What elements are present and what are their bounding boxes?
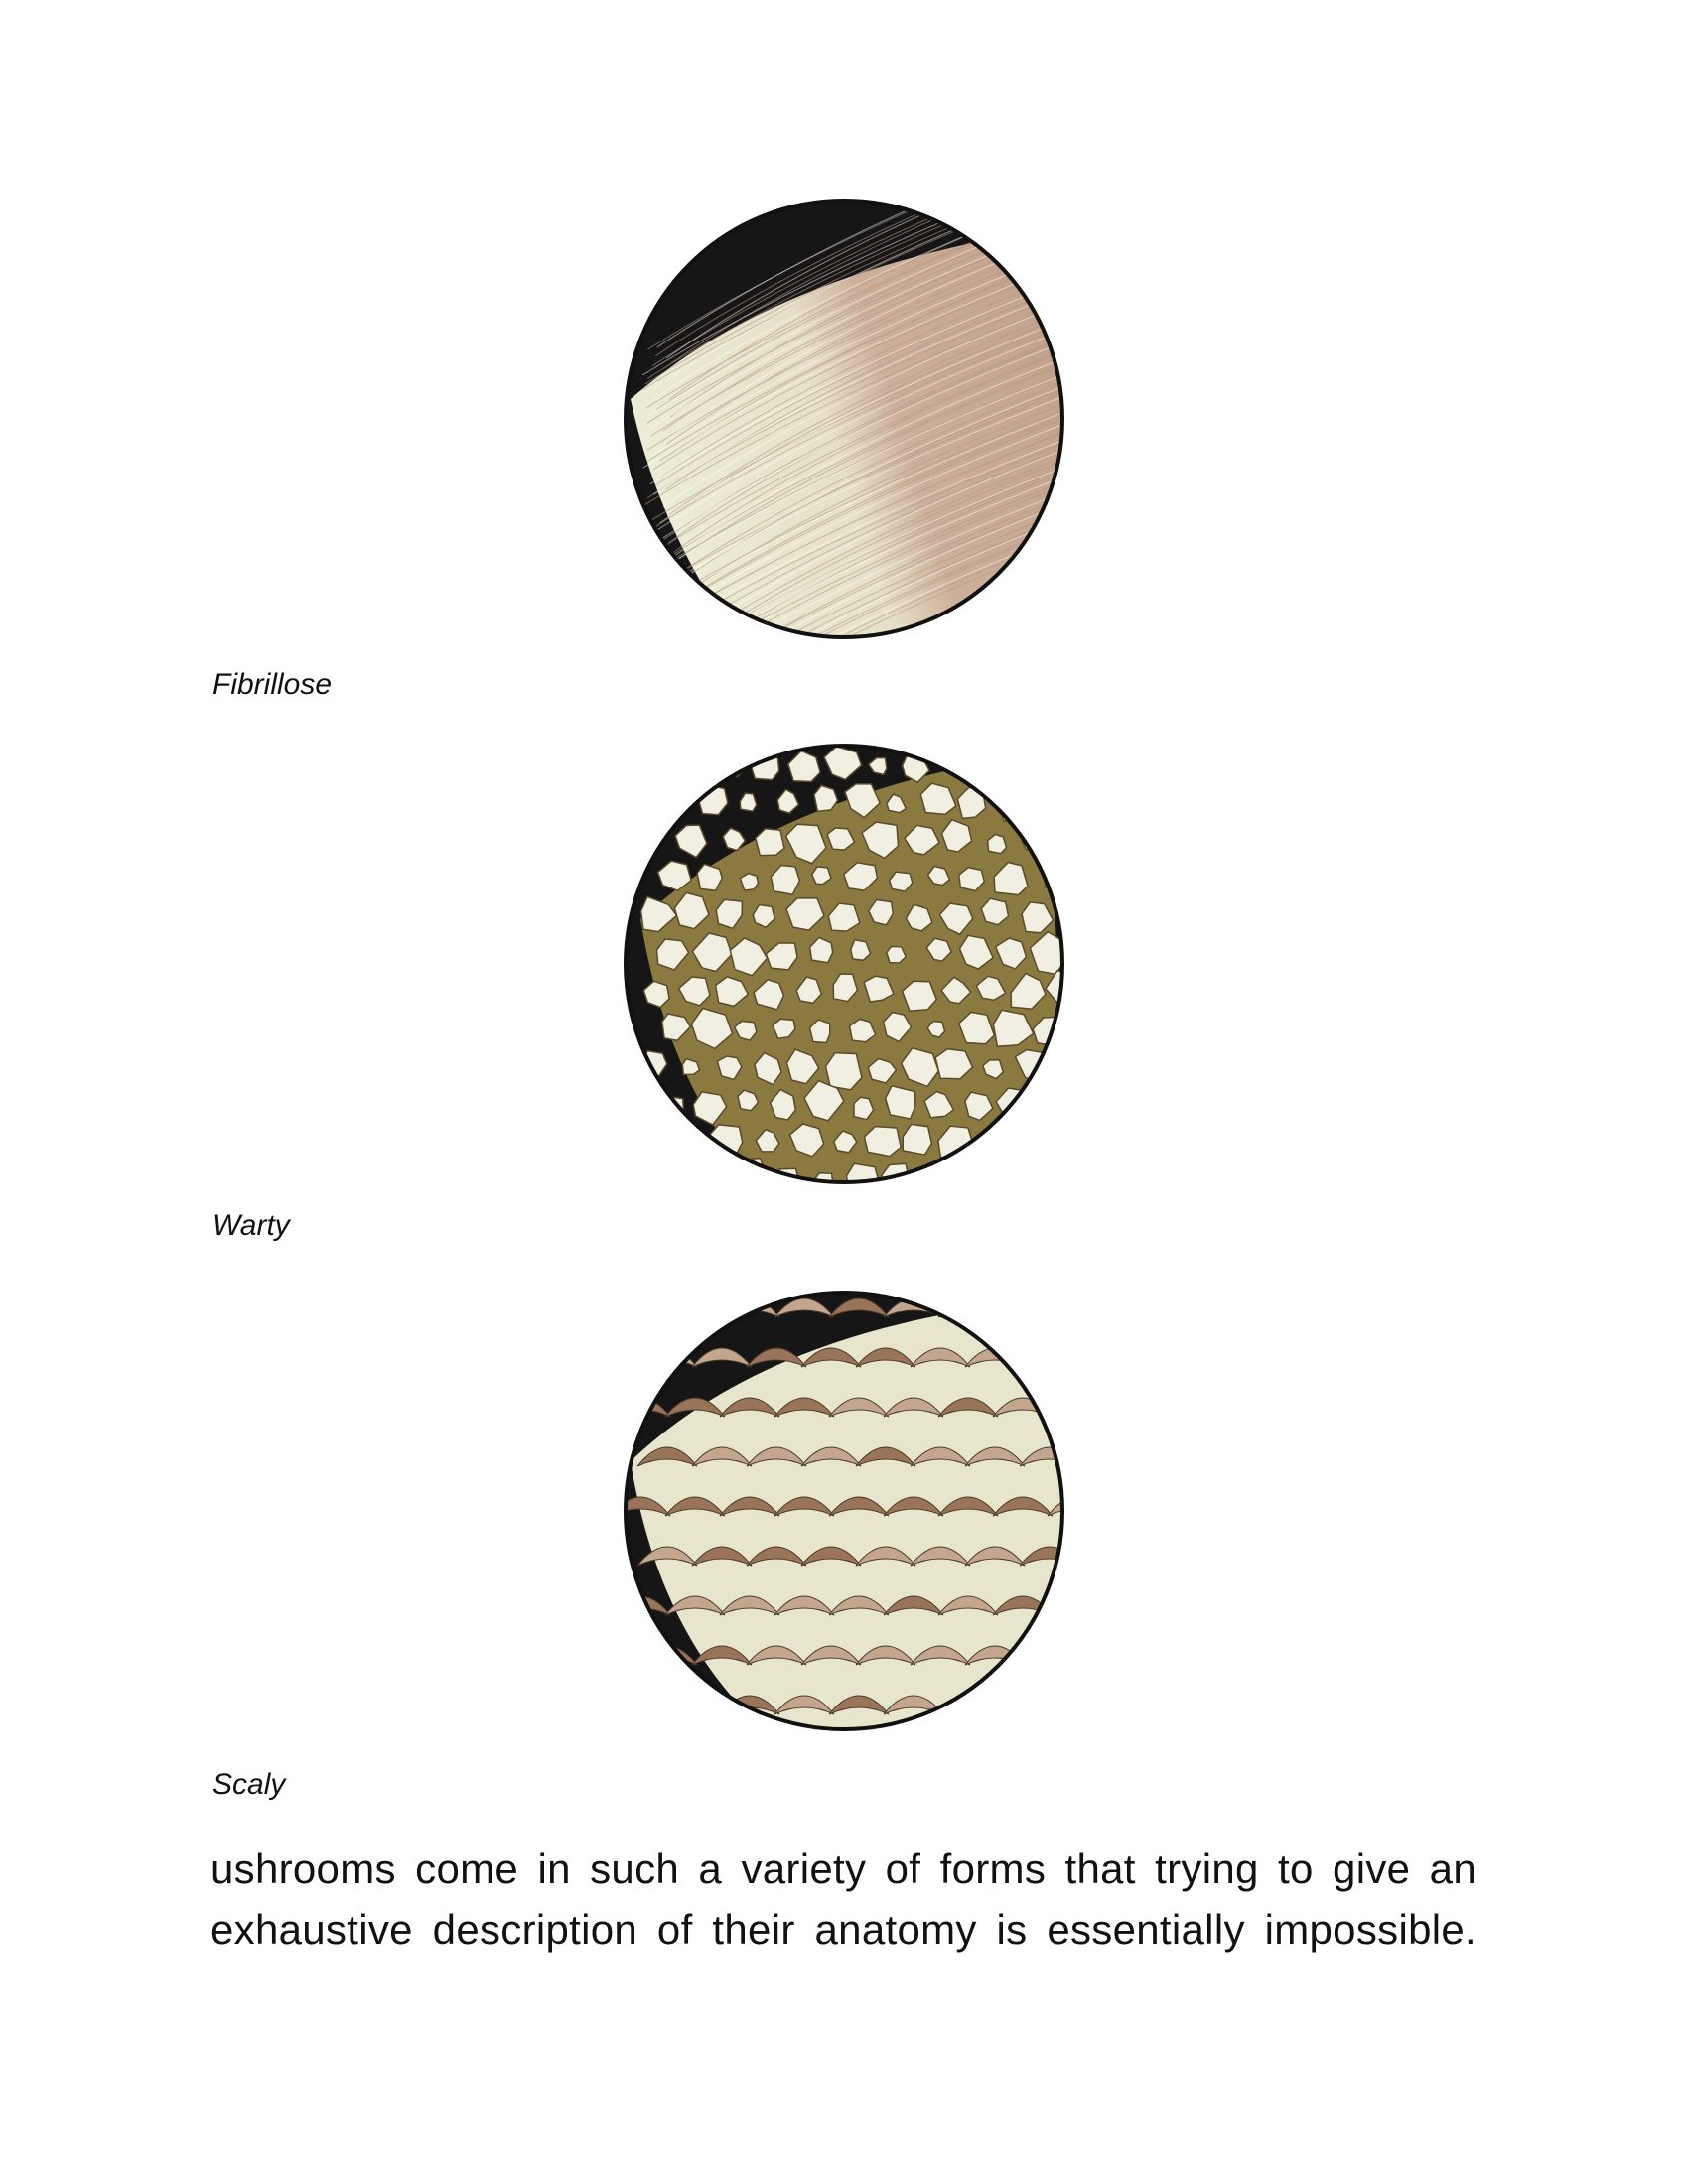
scale: [1048, 1696, 1067, 1714]
scale: [665, 1298, 725, 1317]
wart: [727, 1159, 768, 1187]
wart: [1053, 756, 1067, 779]
wart: [826, 1053, 862, 1090]
body-paragraph: [211, 1839, 1477, 1960]
wart: [887, 947, 906, 964]
wart: [865, 1127, 902, 1157]
wart: [665, 795, 682, 815]
wart: [1022, 751, 1042, 769]
body-line-1: ushrooms come in such a variety of forms that trying to give an: [211, 1845, 1477, 1892]
wart: [1018, 1129, 1046, 1155]
wart: [697, 864, 722, 890]
fibrillose-caption: Fibrillose: [212, 668, 333, 701]
scale: [1020, 1646, 1067, 1665]
warty-illustration: [621, 741, 1067, 1187]
wart: [636, 750, 672, 782]
scale: [621, 1696, 670, 1714]
wart: [681, 1132, 698, 1152]
wart: [1055, 826, 1067, 852]
wart: [1031, 1160, 1059, 1188]
wart: [1061, 1131, 1067, 1148]
scale: [665, 1696, 725, 1714]
scaly-illustration: [621, 1288, 1067, 1734]
wart: [678, 750, 702, 772]
fibrillose-illustration: [621, 196, 1067, 642]
scale: [938, 1298, 998, 1317]
wart: [995, 1164, 1024, 1187]
wart: [982, 751, 1011, 774]
wart: [1031, 1091, 1063, 1122]
scale: [1048, 1398, 1067, 1417]
scale: [1020, 1348, 1067, 1367]
wart: [659, 1171, 681, 1187]
wart: [923, 1165, 956, 1187]
wart: [642, 1134, 669, 1158]
scaly-caption: Scaly: [212, 1768, 286, 1801]
wart: [952, 1158, 988, 1187]
wart: [886, 1086, 915, 1119]
wart: [701, 1171, 721, 1187]
wart: [1060, 1061, 1067, 1080]
wart: [740, 874, 758, 890]
warty-caption: Warty: [212, 1209, 290, 1242]
scale: [621, 1298, 670, 1317]
scale: [1048, 1596, 1067, 1615]
wart: [1038, 792, 1067, 820]
scale: [1048, 1298, 1067, 1317]
body-line-2: exhaustive description of their anatomy is essentially impossible.: [211, 1906, 1477, 1953]
scale: [993, 1298, 1053, 1317]
scale: [993, 1696, 1053, 1714]
